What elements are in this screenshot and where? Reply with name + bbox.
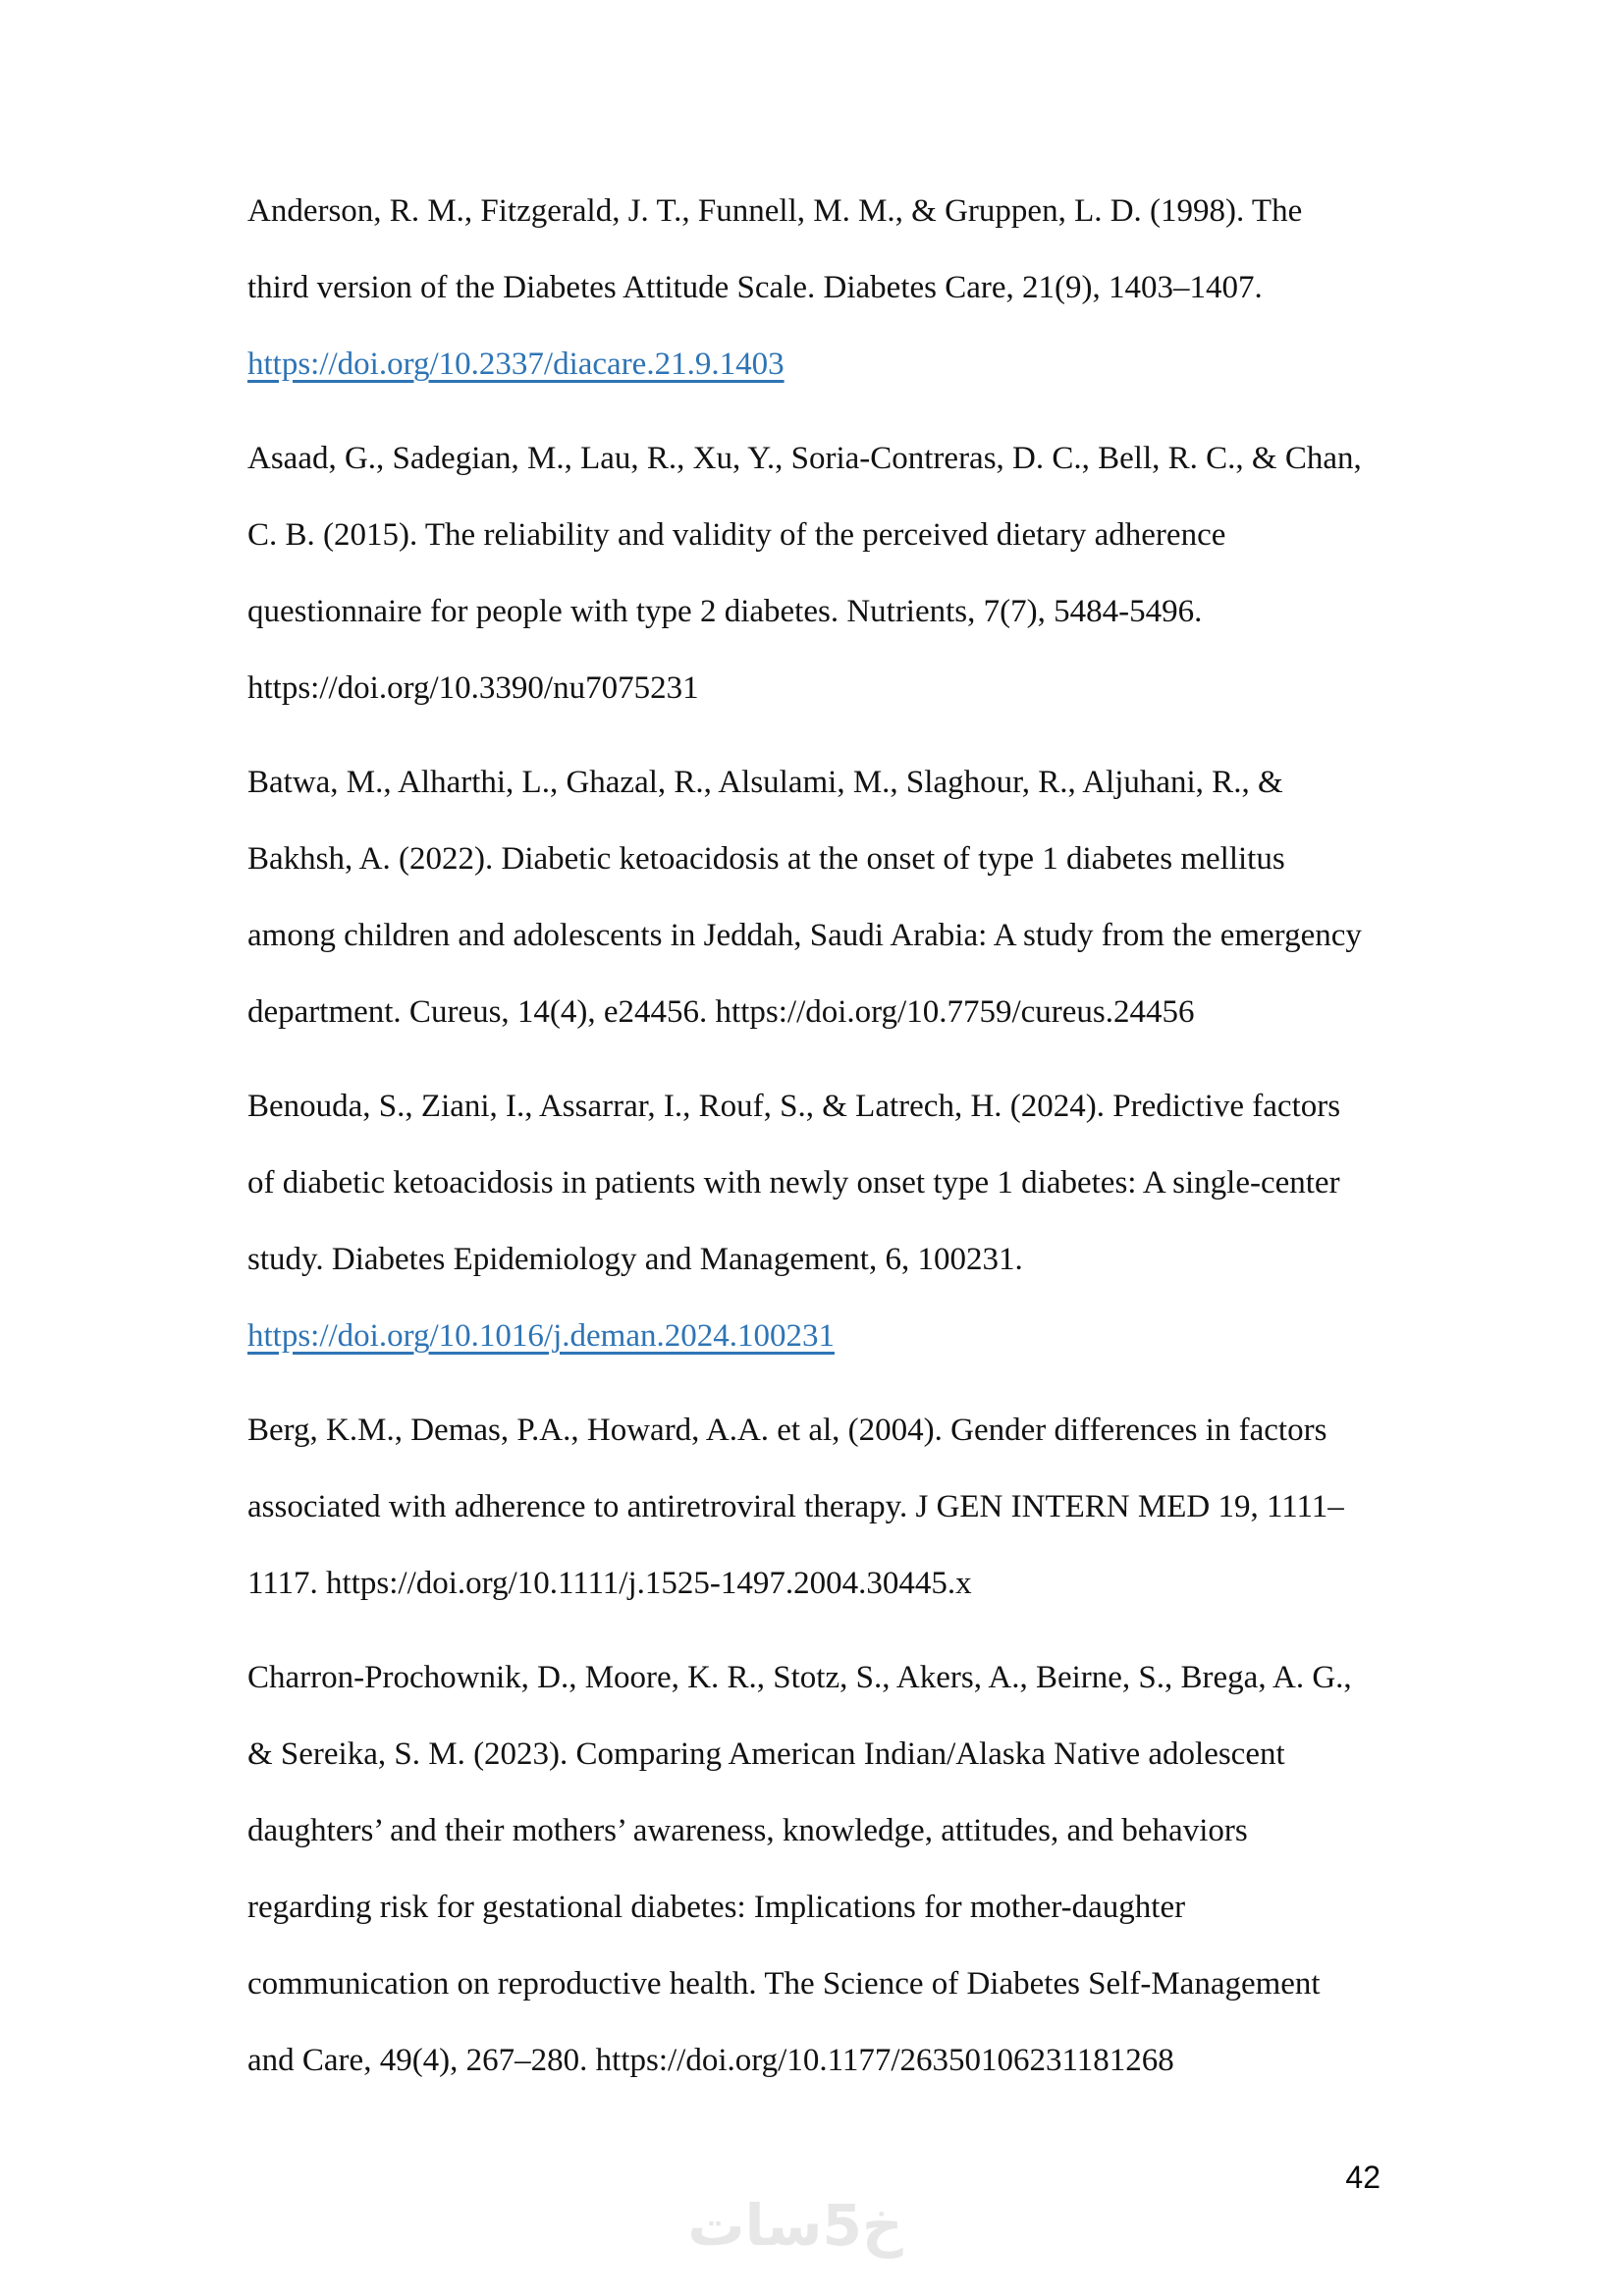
reference-line: & Sereika, S. M. (2023). Comparing American Indian/Alaska Native adolescent: [247, 1736, 1285, 1772]
reference-line: 1117. https://doi.org/10.1111/j.1525-1497.2004.30445.x: [247, 1566, 972, 1601]
reference-line: of diabetic ketoacidosis in patients with newly onset type 1 diabetes: A single-center: [247, 1165, 1340, 1201]
page-number: 42: [1345, 2160, 1380, 2195]
reference-line: daughters’ and their mothers’ awareness, knowledge, attitudes, and behaviors: [247, 1813, 1248, 1848]
reference-line: Benouda, S., Ziani, I., Assarrar, I., Rouf, S., & Latrech, H. (2024). Predictive factors: [247, 1089, 1341, 1124]
reference-line: Bakhsh, A. (2022). Diabetic ketoacidosis at the onset of type 1 diabetes mellitus: [247, 841, 1285, 877]
reference-line: Charron-Prochownik, D., Moore, K. R., Stotz, S., Akers, A., Beirne, S., Brega, A. G.,: [247, 1660, 1352, 1695]
reference-entry: [247, 1639, 1396, 2099]
reference-line: Berg, K.M., Demas, P.A., Howard, A.A. et al, (2004). Gender differences in factors: [247, 1413, 1327, 1448]
reference-line: Anderson, R. M., Fitzgerald, J. T., Funnell, M. M., & Gruppen, L. D. (1998). The: [247, 193, 1303, 229]
reference-line: C. B. (2015). The reliability and validity of the perceived dietary adherence: [247, 517, 1226, 553]
reference-line: questionnaire for people with type 2 diabetes. Nutrients, 7(7), 5484-5496.: [247, 594, 1203, 629]
khamsat-watermark-logo: خ5سات: [687, 2192, 903, 2259]
reference-line: associated with adherence to antiretroviral therapy. J GEN INTERN MED 19, 1111–: [247, 1489, 1344, 1524]
reference-line: among children and adolescents in Jeddah, Saudi Arabia: A study from the emergency: [247, 918, 1362, 953]
reference-entry: [247, 1392, 1396, 1622]
reference-line: Asaad, G., Sadegian, M., Lau, R., Xu, Y., Soria-Contreras, D. C., Bell, R. C., & Chan,: [247, 441, 1362, 476]
reference-line: Batwa, M., Alharthi, L., Ghazal, R., Alsulami, M., Slaghour, R., Aljuhani, R., &: [247, 765, 1283, 800]
reference-line: https://doi.org/10.3390/nu7075231: [247, 670, 699, 706]
references-list: [247, 173, 1396, 2116]
reference-entry: [247, 420, 1396, 726]
doi-link[interactable]: https://doi.org/10.2337/diacare.21.9.1403: [247, 347, 785, 382]
reference-line: regarding risk for gestational diabetes: Implications for mother-daughter: [247, 1890, 1186, 1925]
reference-entry: [247, 173, 1396, 402]
reference-entry: [247, 744, 1396, 1050]
reference-line: communication on reproductive health. The Science of Diabetes Self-Management: [247, 1966, 1321, 2002]
reference-line: and Care, 49(4), 267–280. https://doi.org/10.1177/26350106231181268: [247, 2043, 1174, 2078]
reference-line: study. Diabetes Epidemiology and Management, 6, 100231.: [247, 1242, 1023, 1277]
doi-link[interactable]: https://doi.org/10.1016/j.deman.2024.100231: [247, 1318, 835, 1354]
reference-entry: [247, 1068, 1396, 1374]
reference-line: department. Cureus, 14(4), e24456. https://doi.org/10.7759/cureus.24456: [247, 994, 1195, 1030]
reference-line: third version of the Diabetes Attitude Scale. Diabetes Care, 21(9), 1403–1407.: [247, 270, 1263, 305]
